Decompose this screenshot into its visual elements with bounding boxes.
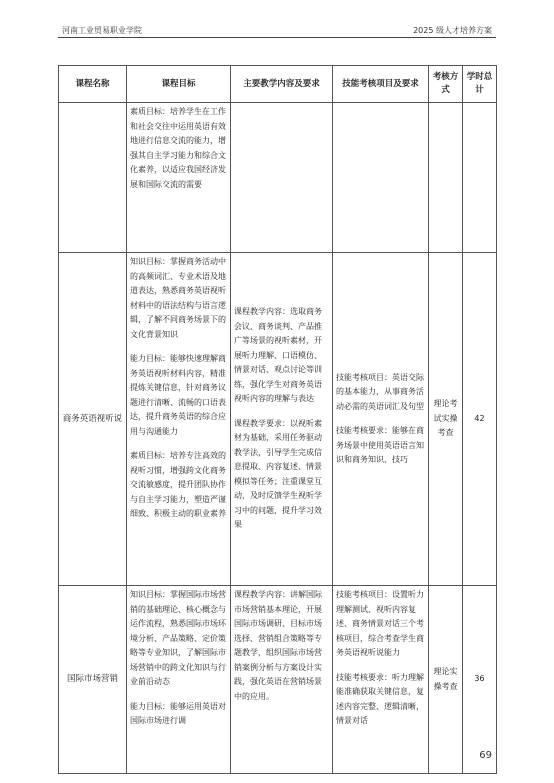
course-goals-cell [127,103,231,253]
quality-goal-text: 素质目标：培养专注高效的视听习惯，增强跨文化商务交流敏感度，提升团队协作与自主学习能力，塑造严谨细致、积极主动的职业素养 [130,451,226,518]
school-name-header: 河南工业贸易职业学院 [62,26,142,35]
skill-assessment-cell [333,586,429,774]
course-name-cell [59,103,127,253]
course-name-cell: 国际市场营销 [59,586,127,774]
table-row [59,253,497,586]
knowledge-goal-text: 知识目标：掌握国际市场营销的基础理论、核心概念与运作流程，熟悉国际市场环境分析、产品策略、定价策略等专业知识，了解国际市场营销中的跨文化知识与行业前沿动态 [130,590,226,686]
table-row [59,103,497,253]
skill-item-text: 技能考核项目：英语交际的基本能力，从事商务活动必需的英语词汇及句型 [336,372,424,411]
ability-goal-text: 能力目标：能够快速理解商务英语视听材料内容，精准提炼关键信息，针对商务议题进行清晰、流畅的口语表达，提升商务英语的综合应用与沟通能力 [130,354,226,436]
knowledge-goal-text: 知识目标：掌握商务活动中的高频词汇、专业术语及地道表达，熟悉商务英语视听材料中的语法结构与语言逻辑，了解不同商务场景下的文化背景知识 [130,257,226,339]
table-row [59,586,497,774]
column-header-total-hours: 学时总计 [463,66,497,103]
teaching-content-cell [231,586,333,774]
column-header-course-goals: 课程目标 [127,66,231,103]
quality-goal-text: 素质目标：培养学生在工作和社会交往中运用英语有效地进行信息交流的能力，增强其自主学习能力和综合文化素养，以适应我国经济发展和国际交流的需要 [130,107,226,189]
teaching-content-text: 课程教学内容：讲解国际市场营销基本理论，开展国际市场调研、目标市场选择、营销组合策略等专题教学，组织国际市场营销案例分析与方案设计实践，强化英语在营销场景中的应用。 [234,590,322,701]
teaching-content-cell [231,103,333,253]
column-header-skill-assessment: 技能考核项目及要求 [333,66,429,103]
skill-requirement-text: 技能考核要求：听力理解能准确获取关键信息，复述内容完整、逻辑清晰，情景对话 [336,672,424,725]
teaching-requirement-text: 课程教学要求：以视听素材为基础，采用任务驱动教学法，引导学生完成信息提取、内容复述、情景模拟等任务；注重课堂互动，及时反馈学生视听学习中的问题，提升学习效果 [234,418,322,530]
teaching-content-cell [231,253,333,586]
column-header-assessment-method: 考核方式 [429,66,463,103]
course-goals-cell [127,253,231,586]
curriculum-table [58,65,497,774]
skill-assessment-cell [333,253,429,586]
skill-assessment-cell [333,103,429,253]
plan-title-header: 2025 级人才培养方案 [413,26,492,35]
total-hours-cell: 42 [463,253,497,586]
column-header-course-name: 课程名称 [59,66,127,103]
skill-item-text: 技能考核项目：设置听力理解测试、视听内容复述、商务情景对话三个考核项目，综合考查学生商务英语视听说能力 [336,590,424,657]
table-header-row [59,66,497,103]
course-goals-cell [127,586,231,774]
course-name-cell: 商务英语视听说 [59,253,127,586]
assessment-method-cell [429,103,463,253]
column-header-teaching-content: 主要教学内容及要求 [231,66,333,103]
skill-requirement-text: 技能考核要求：能够在商务场景中使用英语语言知识和商务知识、技巧 [336,426,424,464]
header-divider [58,37,496,38]
assessment-method-cell: 理论实操考查 [429,586,463,774]
page-number: 69 [479,750,492,761]
teaching-content-text: 课程教学内容：选取商务会议、商务谈判、产品推广等场景的视听素材，开展听力理解、口语模仿、情景对话、观点讨论等训练，强化学生对商务英语视听内容的理解与表达 [234,307,322,404]
total-hours-cell: 36 [463,586,497,774]
total-hours-cell [463,103,497,253]
ability-goal-text: 能力目标：能够运用英语对国际市场进行调 [130,701,226,725]
assessment-method-cell: 理论考试实操考查 [429,253,463,586]
